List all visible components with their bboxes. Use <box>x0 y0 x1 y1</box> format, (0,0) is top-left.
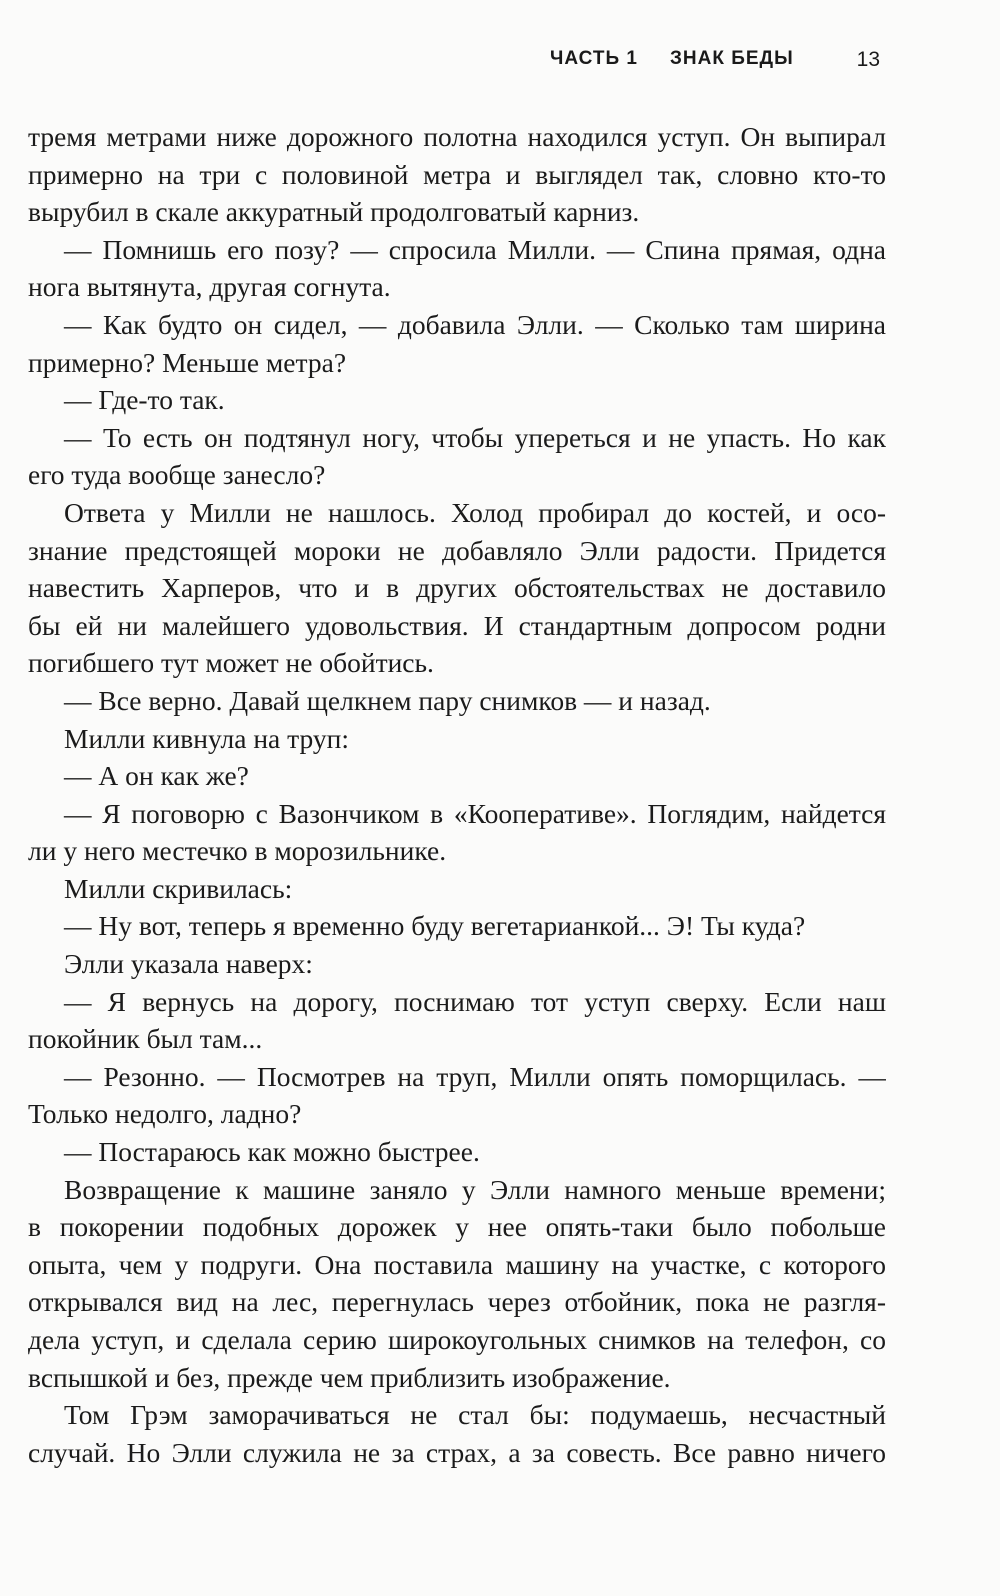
text-line: Милли скривилась: <box>64 872 293 904</box>
text-line: — Помнишь его позу? — спросила Милли. — Спина прямая, одна <box>64 233 886 265</box>
running-head <box>500 48 888 80</box>
text-line: — То есть он подтянул ногу, чтобы упереться и не упасть. Но как <box>64 421 886 453</box>
text-line: вспышкой и без, прежде чем приблизить изображение. <box>28 1361 671 1393</box>
page-number: 13 <box>856 48 880 71</box>
text-line: Том Грэм заморачиваться не стал бы: подумаешь, несчастный <box>64 1399 886 1431</box>
text-line: Ответа у Милли не нашлось. Холод пробирал до костей, и осо- <box>64 496 886 528</box>
text-line: — Резонно. — Посмотрев на труп, Милли опять поморщилась. — <box>64 1060 886 1092</box>
text-line: — Постараюсь как можно быстрее. <box>64 1136 480 1168</box>
text-line: открывался вид на лес, перегнулась через отбойник, пока не разгля- <box>28 1286 886 1318</box>
text-line: Возвращение к машине заняло у Элли намного меньше времени; <box>64 1173 886 1205</box>
text-line: ли у него местечко в морозильнике. <box>28 835 447 867</box>
text-line: — Как будто он сидел, — добавила Элли. — Сколько там ширина <box>64 308 886 340</box>
text-line: его туда вообще занесло? <box>28 459 326 491</box>
text-line: погибшего тут может не обойтись. <box>28 647 434 679</box>
text-line: тремя метрами ниже дорожного полотна находился уступ. Он выпирал <box>28 121 886 152</box>
body-text <box>28 118 886 1471</box>
text-line: — Ну вот, теперь я временно буду вегетарианкой... Э! Ты куда? <box>64 910 806 942</box>
text-line: случай. Но Элли служила не за страх, а за совесть. Все равно ничего <box>28 1436 886 1468</box>
chapter-title: ЗНАК БЕДЫ <box>670 48 794 69</box>
text-line: навестить Харперов, что и в других обстоятельствах не доставило <box>28 572 886 604</box>
text-line: — Я поговорю с Вазончиком в «Кооперативе». Поглядим, найдется <box>64 797 886 829</box>
text-line: покойник был там... <box>28 1023 263 1055</box>
text-line: нога вытянута, другая согнута. <box>28 271 391 303</box>
text-line: Элли указала наверх: <box>64 948 313 980</box>
text-line: бы ей ни малейшего удовольствия. И стандартным допросом родни <box>28 609 886 641</box>
text-line: в покорении подобных дорожек у нее опять-таки было побольше <box>28 1211 886 1243</box>
text-line: — Все верно. Давай щелкнем пару снимков — и назад. <box>64 684 711 716</box>
text-line: дела уступ, и сделала серию широкоугольных снимков на телефон, со <box>28 1324 886 1355</box>
text-line: знание предстоящей мороки не добавляло Элли радости. Придется <box>28 534 886 566</box>
text-line: — Я вернусь на дорогу, поснимаю тот уступ сверху. Если наш <box>64 985 886 1017</box>
text-line: Только недолго, ладно? <box>28 1098 302 1130</box>
text-line: примерно? Меньше метра? <box>28 346 347 378</box>
part-label: ЧАСТЬ 1 <box>550 48 638 69</box>
text-line: опыта, чем у подруги. Она поставила машину на участке, с которого <box>28 1248 886 1280</box>
text-line: — Где-то так. <box>64 384 225 416</box>
text-line: вырубил в скале аккуратный продолговатый карниз. <box>28 196 640 228</box>
text-line: примерно на три с половиной метра и выглядел так, словно кто-то <box>28 158 886 190</box>
text-line: Милли кивнула на труп: <box>64 722 349 754</box>
text-line: — А он как же? <box>64 760 249 792</box>
